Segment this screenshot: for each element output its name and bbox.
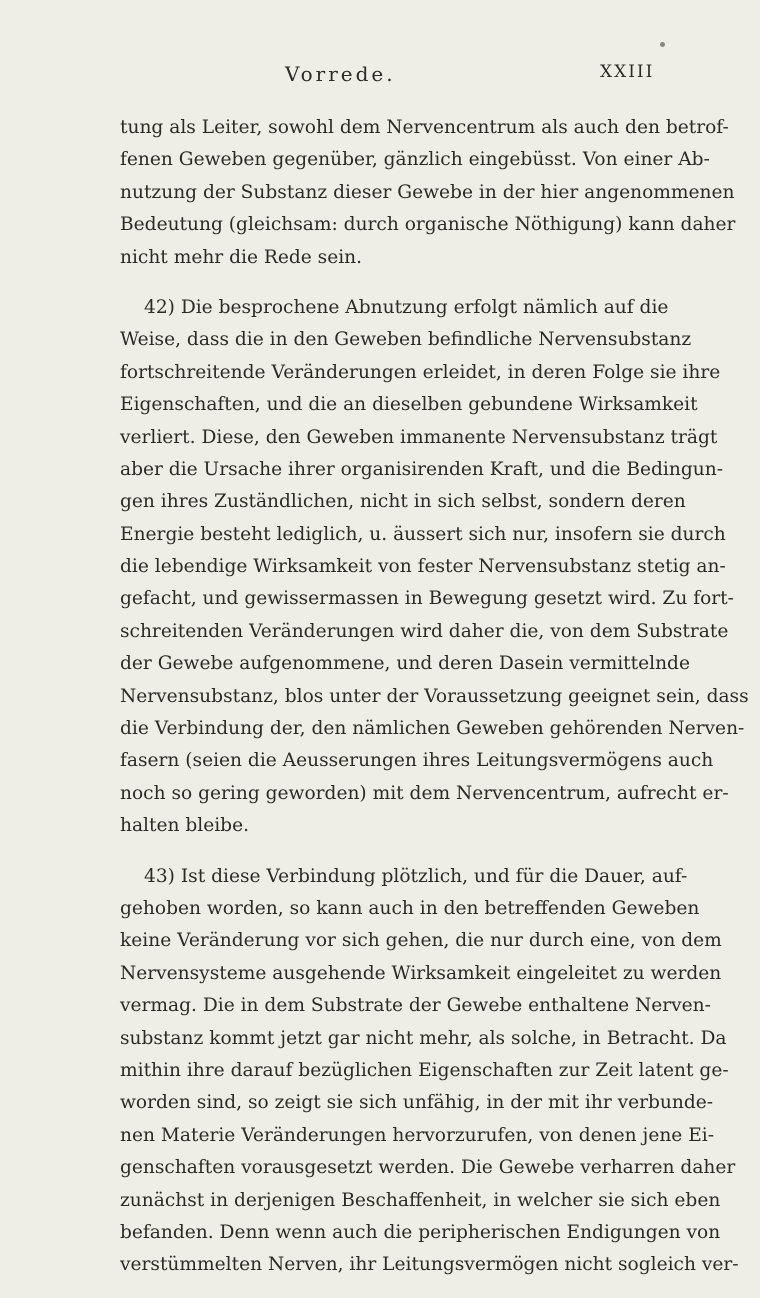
- paragraph-42-first-line: 42) Die besprochene Abnutzung erfolgt nämlich auf die: [144, 296, 669, 318]
- text-line: fortschreitende Veränderungen erleidet, in deren Folge sie ihre: [120, 361, 721, 383]
- text-line: halten bleibe.: [120, 815, 249, 837]
- page-number: XXIII: [600, 62, 655, 82]
- paragraph-43-first-line: 43) Ist diese Verbindung plötzlich, und für die Dauer, auf-: [144, 865, 688, 887]
- text-line: befanden. Denn wenn auch die peripherischen Endigungen von: [120, 1221, 721, 1243]
- text-line: noch so gering geworden) mit dem Nervencentrum, aufrecht er-: [120, 782, 729, 804]
- text-line: genschaften vorausgesetzt werden. Die Gewebe verharren daher: [120, 1157, 736, 1179]
- text-line: nicht mehr die Rede sein.: [120, 246, 363, 268]
- text-line: der Gewebe aufgenommene, und deren Dasein vermittelnde: [120, 653, 690, 675]
- text-line: vermag. Die in dem Substrate der Gewebe enthaltene Nerven-: [120, 995, 711, 1017]
- text-line: gen ihres Zuständlichen, nicht in sich selbst, sondern deren: [120, 491, 686, 513]
- text-line: Bedeutung (gleichsam: durch organische Nöthigung) kann daher: [120, 214, 736, 236]
- running-head: [0, 62, 760, 92]
- text-line: gehoben worden, so kann auch in den betreffenden Geweben: [120, 897, 700, 919]
- text-line: keine Veränderung vor sich gehen, die nur durch eine, von dem: [120, 930, 722, 952]
- text-line: Eigenschaften, und die an dieselben gebundene Wirksamkeit: [120, 394, 698, 416]
- text-line: Weise, dass die in den Geweben befindliche Nervensubstanz: [120, 329, 692, 351]
- text-line: fasern (seien die Aeusserungen ihres Leitungsvermögens auch: [120, 750, 714, 772]
- text-line: Nervensysteme ausgehende Wirksamkeit eingeleitet zu werden: [120, 962, 722, 984]
- text-line: nutzung der Substanz dieser Gewebe in der hier angenommenen: [120, 181, 735, 203]
- body-text: [120, 112, 749, 1282]
- text-line: Nervensubstanz, blos unter der Voraussetzung geeignet sein, dass: [120, 685, 749, 707]
- text-line: worden sind, so zeigt sie sich unfähig, in der mit ihr verbunde-: [120, 1092, 714, 1114]
- paper-speck: [660, 42, 665, 47]
- text-line: nen Materie Veränderungen hervorzurufen, von denen jene Ei-: [120, 1124, 715, 1146]
- text-line: schreitenden Veränderungen wird daher die, von dem Substrate: [120, 620, 729, 642]
- text-line: gefacht, und gewissermassen in Bewegung gesetzt wird. Zu fort-: [120, 588, 734, 610]
- text-line: verstümmelten Nerven, ihr Leitungsvermögen nicht sogleich ver-: [120, 1254, 739, 1276]
- text-line: fenen Geweben gegenüber, gänzlich eingebüsst. Von einer Ab-: [120, 149, 710, 171]
- running-title: Vorrede.: [285, 62, 396, 86]
- text-line: zunächst in derjenigen Beschaffenheit, in welcher sie sich eben: [120, 1189, 721, 1211]
- text-line: die Verbindung der, den nämlichen Geweben gehörenden Nerven-: [120, 718, 745, 740]
- text-line: substanz kommt jetzt gar nicht mehr, als solche, in Betracht. Da: [120, 1027, 727, 1049]
- text-line: tung als Leiter, sowohl dem Nervencentrum als auch den betrof-: [120, 117, 729, 138]
- paragraph-gap: [120, 843, 650, 861]
- text-line: Energie besteht lediglich, u. äussert sich nur, insofern sie durch: [120, 523, 726, 545]
- text-line: die lebendige Wirksamkeit von fester Nervensubstanz stetig an-: [120, 556, 726, 578]
- text-line: verliert. Diese, den Geweben immanente Nervensubstanz trägt: [120, 426, 718, 448]
- paragraph-gap: [120, 274, 650, 292]
- text-line: mithin ihre darauf bezüglichen Eigenschaften zur Zeit latent ge-: [120, 1059, 729, 1081]
- text-line: aber die Ursache ihrer organisirenden Kraft, und die Bedingun-: [120, 458, 723, 480]
